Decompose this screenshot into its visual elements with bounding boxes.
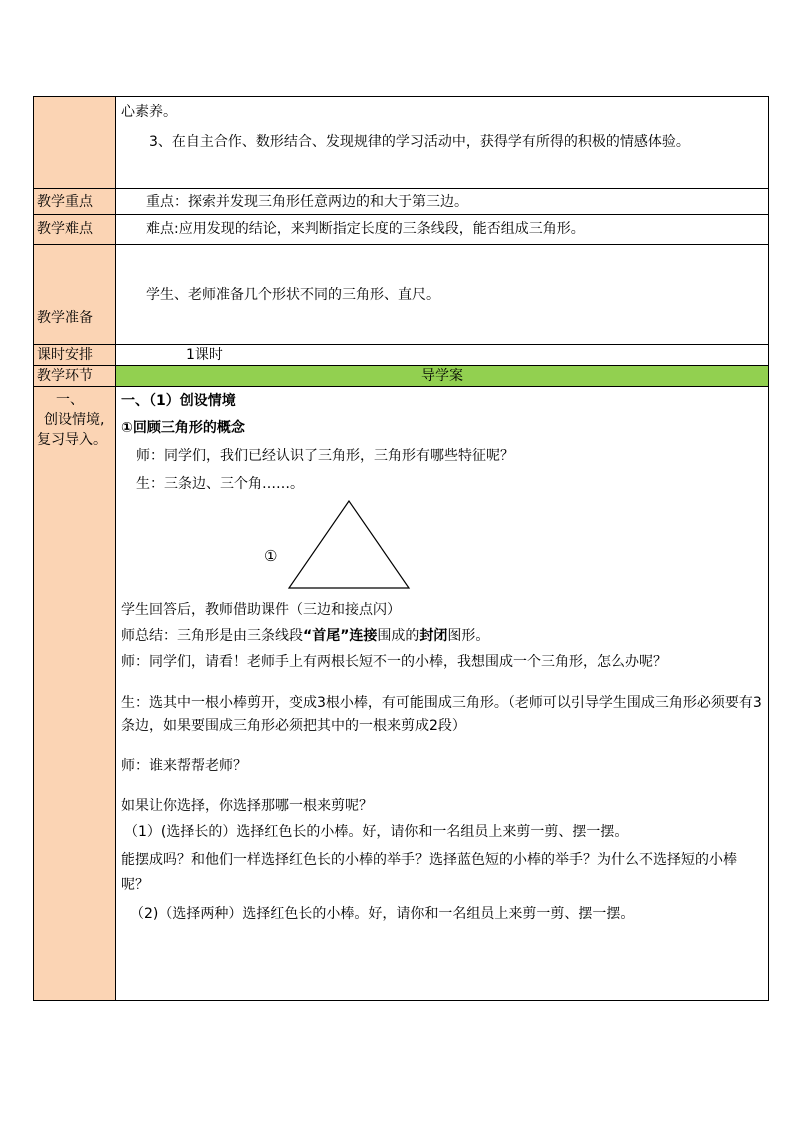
section-one-label	[34, 387, 115, 450]
summary-closed: 封闭	[419, 628, 448, 644]
option-long-stick: （1）(选择长的）选择红色长的小棒。好，请你和一名组员上来剪一剪、摆一摆。	[124, 824, 629, 840]
difficulty-label-cell	[34, 215, 116, 245]
figure-label: ①	[264, 547, 278, 565]
stage-title: 导学案	[421, 368, 463, 384]
triangle-shape	[286, 498, 416, 594]
preparation-row	[34, 245, 769, 345]
section-subheading: ①回顾三角形的概念	[121, 420, 245, 436]
key-point-content-cell	[116, 189, 769, 215]
summary-part-3: 图形。	[447, 628, 490, 644]
student-answer-2: 生：选其中一根小棒剪开，变成3根小棒，有可能围成三角形。（老师可以引导学生围成三角形必须要有3条边，如果要围成三角形必须把其中的一根来剪成2段）	[121, 695, 762, 734]
schedule-row	[34, 345, 769, 366]
summary-part-1: 师总结：三角形是由三条线段	[121, 628, 303, 644]
teacher-question-2: 师：同学们，请看！老师手上有两根长短不一的小棒，我想围成一个三角形，怎么办呢？	[121, 654, 667, 670]
preparation-label-cell	[34, 245, 116, 345]
summary-part-2: 围成的	[377, 628, 420, 644]
schedule-text: 1课时	[186, 347, 223, 363]
follow-up-questions: 能摆成吗？和他们一样选择红色长的小棒的举手？选择蓝色短的小棒的举手？为什么不选择短的小棒呢？	[121, 852, 737, 893]
stage-label: 教学环节	[37, 368, 93, 384]
section-one-label-line-2: 创设情境,	[44, 412, 105, 428]
section-one-label-cell	[34, 387, 116, 1001]
difficulty-text: 难点:应用发现的结论，来判断指定长度的三条线段，能否组成三角形。	[146, 221, 585, 237]
objectives-row	[34, 97, 769, 189]
lesson-plan-sheet	[33, 96, 769, 1001]
schedule-content-cell	[116, 345, 769, 366]
student-answer-1: 生：三条边、三个角……。	[136, 476, 304, 492]
objectives-line-1: 心素养。	[121, 104, 177, 120]
objectives-line-2: 3、在自主合作、数形结合、发现规律的学习活动中，获得学有所得的积极的情感体验。	[149, 134, 690, 150]
teacher-question-3: 师：谁来帮帮老师？	[121, 758, 247, 774]
section-one-label-line-3: 复习导入。	[37, 432, 107, 448]
section-heading: 一、（1）创设情境	[121, 393, 236, 409]
difficulty-label: 教学难点	[37, 221, 93, 237]
section-one-label-line-1: 一、	[56, 392, 84, 408]
triangle-figure	[116, 494, 768, 598]
key-point-text: 重点：探索并发现三角形任意两边的和大于第三边。	[146, 194, 468, 210]
teacher-question-4: 如果让你选择，你选择那哪一根来剪呢？	[121, 798, 373, 814]
teacher-summary	[116, 626, 768, 646]
key-point-label: 教学重点	[37, 194, 93, 210]
preparation-label: 教学准备	[37, 310, 93, 326]
stage-label-cell	[34, 366, 116, 387]
lesson-plan-table	[33, 96, 769, 1001]
teacher-action: 学生回答后，教师借助课件（三边和接点闪）	[121, 602, 401, 618]
difficulty-row	[34, 215, 769, 245]
schedule-label: 课时安排	[37, 347, 93, 363]
key-point-label-cell	[34, 189, 116, 215]
objectives-label-cell	[34, 97, 116, 189]
preparation-content-cell	[116, 245, 769, 345]
teacher-question-1: 师：同学们，我们已经认识了三角形，三角形有哪些特征呢？	[136, 448, 514, 464]
difficulty-content-cell	[116, 215, 769, 245]
key-point-row	[34, 189, 769, 215]
objectives-content-cell	[116, 97, 769, 189]
stage-row	[34, 366, 769, 387]
stage-content-cell	[116, 366, 769, 387]
section-one-content-cell	[116, 387, 769, 1001]
schedule-label-cell	[34, 345, 116, 366]
option-two-types: （2)（选择两种）选择红色长的小棒。好，请你和一名组员上来剪一剪、摆一摆。	[130, 906, 635, 922]
section-one-row	[34, 387, 769, 1001]
summary-head-to-tail: “首尾”连接	[303, 628, 378, 644]
preparation-text: 学生、老师准备几个形状不同的三角形、直尺。	[146, 286, 440, 303]
